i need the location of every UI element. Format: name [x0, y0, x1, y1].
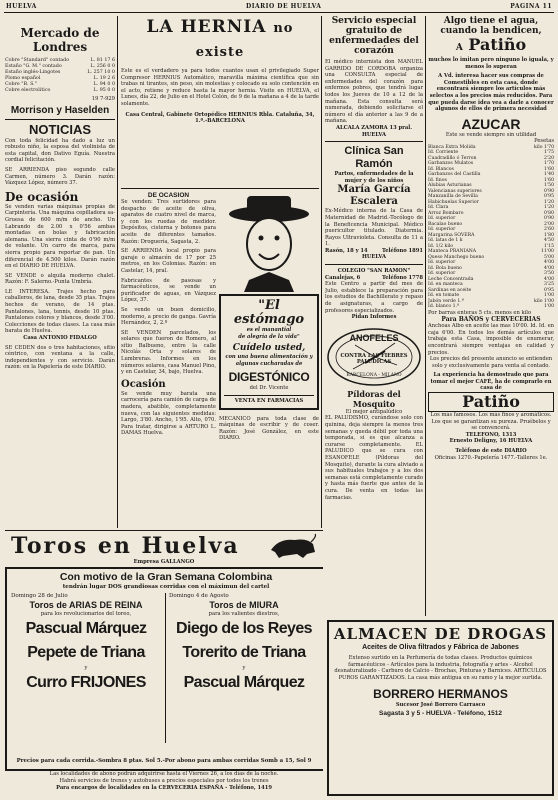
market-price: L. 257 10 0 [87, 70, 115, 75]
toros-footer1: Las localidades de abono podrán adquirirse hasta el Viernes 26, a los días de la noche. [49, 771, 279, 777]
ocasion-text: Se venden varias máquinas propias de Carpintería. Una máquina cepilladora sa-Gruesa de 600 m/m de ancho. Un Labrando de 2.00 x 0'56 ambas montadas en bolas y fabricación alemana. Una sierra cinta de 0'90 m/m de volante. Un carro de marca, para sierra propio para reportar de pan. Un diferencial de 4.500 kilos. Darán razón en el DIARIO DE HUELVA. [5, 203, 115, 270]
almacen-sub: Aceites de Oliva filtrados y Fábrica de Jabones [362, 644, 519, 651]
azucar-item: Sardinas en aceite [428, 287, 472, 293]
azucar-price: 5'00 [543, 254, 554, 260]
market-item: Cobre electrolítico [5, 88, 51, 93]
ocasion-cede: SE CEDEN dos o tres habitaciones, sitio céntrico, con ventana a la calle, independientes y con servicio. Darán razón: en la Papelería de este DIARIO. [5, 344, 115, 371]
corrida-2 [169, 593, 319, 694]
patino1-note: A Vd. interesa hacer sus compras de Comestibles en esta casa, donde encontrará siempre los artículos más selectos a los precios más reducidos. Para que pueda darse idea vea a darle a conocer algunos de ellos de primera necesidad [428, 73, 554, 113]
azucar-price: 1'00 [543, 293, 554, 299]
patino1-brand: Patiño [468, 35, 527, 54]
man-with-hat-icon [219, 192, 319, 292]
ocasion2-fabrica: Fabricantes de pasosas y farmacéuticos, se vende un purificador de aguas, en Vázquez López, 37. [121, 277, 216, 304]
azucar-price: 0'90 [543, 216, 554, 222]
column-center-right [325, 16, 423, 528]
ocasion-chalet: SE VENDE o alquila moderno chalet. Razón: F. Salerno.-Punta Umbría. [5, 272, 115, 286]
corrida1-ganaderia: Toros de ARIAS DE REINA [29, 599, 143, 610]
azucar-item: Id. superior [428, 227, 456, 233]
azucar-item: Id. Bola bueno [428, 265, 462, 271]
market-price: L. 256 0 0 [90, 64, 115, 69]
azucar-item: Cuadradillo ó Terron [428, 155, 477, 161]
market-date: 19 7-929 [91, 96, 115, 102]
azucar-price: 1'20 [543, 199, 554, 205]
azucar-item: Id. Corriente [428, 150, 459, 156]
digestonico-ad [219, 192, 319, 492]
corrida1-and: y [84, 665, 88, 672]
azucar-item: Id. Clara [428, 205, 449, 211]
column-right [428, 16, 554, 616]
market-agency: Morrison y Haselden [10, 104, 110, 116]
corrida2-subtitle: para los valientes diestros, [208, 610, 280, 617]
azucar-price: 4'00 [543, 265, 554, 271]
servicio-city: HUELVA [361, 131, 387, 138]
ocasion3-title: Ocasión [121, 378, 166, 390]
azucar-item: Manzanilla de Sevilla [428, 194, 478, 200]
hernia-address: Casa Central, Gabinete Ortopédico HERNIUS Rbla. Cataluña, 34, 1.º.-BARCELONA [125, 111, 315, 125]
market-price: L. 19 2 6 [93, 76, 115, 81]
column-center-left [121, 192, 216, 528]
bebidas-title: Para BAÑOS y CERVECERIAS [441, 315, 541, 323]
azucar-price: 2'60 [543, 227, 554, 233]
toros-banner: Con motivo de la Gran Semana Colombina [59, 571, 273, 583]
azucar-title: AZUCAR [461, 115, 521, 132]
toros-sub: tendrán lugar DOS grandiosas corridas con el máximun del cartel [62, 584, 270, 590]
corrida2-matador2: Torerito de Triana [182, 644, 306, 662]
colegio-title: COLEGIO "SAN RAMON" [337, 268, 411, 275]
almacen-suc: Sucesor José Borrero Carrasco [395, 702, 486, 709]
market-price: L. 81 17 6 [90, 58, 115, 63]
corrida1-date: Domingo 28 de Julio [11, 593, 68, 599]
digestonico-brand: DIGESTÓNICO [228, 370, 310, 385]
azucar-item: Blanca Extra Molida [428, 144, 476, 150]
ocasion2-b: Se vende un buen domicilio, moderno, a precio de ganga. Gavría Hernández, 2, 2.º [121, 306, 216, 327]
ocasion-fidalgo: Casa ANTONIO FIDALGO [23, 335, 97, 342]
patino1-head: Algo tiene el agua, cuando la bendicen, [440, 16, 542, 36]
corrida2-and: y [242, 665, 246, 672]
corrida2-matador1: Diego de los Reyes [176, 620, 312, 638]
azucar-price: 4'00 [543, 260, 554, 266]
column-left [5, 16, 115, 528]
almacen-text: Extenso surtido en la Perfumería de todas clases. Productos químicos farmacéuticos - Artículos para la industria, fotografía y artes - Alcohol desnaturalizado - Carburo de Calcio - Brochas, Pinturas y Barnices. ARTICULOS PUROS GARANTIZADOS. La casa más antigua en su ramo y la mejor surtida. [334, 655, 547, 681]
almacen-ad [327, 620, 554, 796]
ocasion2-arrienda: SE ARRIENDA local propio para garaje o almacén de 17 por 25 metros, en los Colonias. Razón: en Castelar, 14, pral. [121, 248, 216, 274]
toros-prices: Precios para cada corrida.-Sombra 8 ptas. Sol 5.-Por abono para ambas corridas Somb a 15, Sol 9 [16, 758, 312, 765]
toros-empresa: Empresa GALLANGO [133, 559, 195, 565]
estomago-text2: con una buena alimentación y algunas cucharadas de [225, 354, 313, 367]
servicio-text: El médico internista don MANUEL GARRIDO DE CORDOBA organiza una CONSULTA especial de enfermedades del corazón para enfermos pobres, que tendrá lugar todos los Jueves de 10 a 12 de la mañana. Esta consulta será numerada, debiendo solicitarse el número el día anterior a las 9 de a mañana. [325, 59, 423, 125]
notices-text: Con toda felicidad ha dado a luz un robusto niño, la esposa del violinista de esta capital, don Dativo Eguía. Nuestra cordial felicitación. [5, 137, 115, 164]
market-table [5, 58, 115, 94]
digestonico-doctor: del Dr. Vicente [249, 385, 289, 392]
market-item: Cobre "Standard" contado [5, 58, 70, 63]
azucar-price: 3'50 [543, 271, 554, 277]
estomago-cuidelo: Cuídelo usted, [232, 343, 306, 354]
azucar-item: Id. blanco 1.ª [428, 304, 460, 310]
clinica-text: Ex-Médico interna de la Casa de Maternidad de Madrid.-Tocólogo de la Beneficencia Municipal. Médico puericultor titulado. Diatermia. Rayos Ultravioleta. Consulta de 11 a 1. [325, 208, 423, 248]
almacen-title: ALMACEN DE DROGAS [333, 625, 548, 643]
market-item: Estaño inglés-Lingotes [5, 70, 61, 75]
azucar-price: 2'20 [543, 155, 554, 161]
clinica-city: HUELVA [361, 254, 387, 261]
market-price: L. 95 0 0 [93, 88, 115, 93]
hernia-text: Este es el verdadero ya para todos cuantos usan el privilegiado Super Compresor HERNIUS Automático, maravilla máxima científica que sin trabas ni tirantes, sin peso, sin molestias y colocado su solo contención en el acto, retiene y reduce hasta la mayor hernia. Visite en HUELVA, el Lunes, día 22, de Julio en el Hotel Colón, de 9 de la mañana a 4 de la tarde solamente. [121, 68, 319, 107]
azucar-item: Valencianas superiores [428, 188, 482, 194]
azucar-item: Leche Concentrada [428, 276, 474, 282]
corrida1-subtitle: para los revolucionarios del toreo, [40, 610, 132, 617]
azucar-price: 1'70 [543, 161, 554, 167]
azucar-item: Id. finos [428, 177, 447, 183]
azucar-price: 2'00 [543, 221, 554, 227]
azucar-price: kilo 1'70 [534, 144, 554, 150]
ocasion-interesa: LE INTERESA. Trajes hecho para caballeros, de lana, desde 35 ptas. Trajes hechos de verano, de 14 ptas. Pantalones, lana, tennis, desde 10 ptas. Pantalones colores y blancos, desde 3'00. Colecciones de todas clases. La casa más barata de Huelva. [5, 288, 115, 335]
azucar-price: 1'15 [543, 243, 554, 249]
anofeles-brand: ANOFELES [349, 332, 399, 343]
azucar-price: 0'95 [543, 287, 554, 293]
market-price: L. 94 0 0 [93, 82, 115, 87]
azucar-price: 4'50 [543, 238, 554, 244]
corrida1-matador3: Curro FRIJONES [26, 673, 146, 691]
anofeles-logo [325, 325, 423, 389]
azucar-table [428, 145, 554, 310]
bull-icon [267, 532, 319, 560]
patino2-text: Los más famosos. Los más finos y aromáticos. Los que se garantizan su pureza. Pruébelos y se convencerá. [430, 412, 552, 432]
header-left: HUELVA [6, 3, 37, 10]
azucar-item: Queso Manchego bueno [428, 254, 485, 260]
market-item: Plomo español [5, 76, 41, 81]
toros-footer2: Habrá servicios de trenes y autobuses a precios especiales por todos los trenes [59, 778, 269, 784]
azucar-price: 1'60 [543, 177, 554, 183]
azucar-price: 0'90 [543, 188, 554, 194]
colegio-footer: Pidan Informes [351, 314, 397, 321]
azucar-price: 0'80 [543, 210, 554, 216]
telefono-title: Teléfono de este DIARIO [455, 448, 527, 455]
colegio-text: Este Centro a partir del mes de Julio, establece la preparación para los estudios de Bachillerato y repaso de asignaturas, a cargo de profesores especializados. [325, 281, 423, 314]
azucar-price: 0'95 [543, 194, 554, 200]
estomago-quote: "El estómago [233, 298, 305, 327]
toros-title: Toros en Huelva [11, 533, 240, 559]
corrida2-date: Domingo 4 de Agosto [169, 593, 229, 599]
patino2-head: La experiencia ha demostrado que para tomar el mejor CAFÉ, ha de comprarlo en casa de [430, 372, 552, 392]
estomago-quote3: de alegría de la vida" [238, 333, 300, 340]
ocasion2-text: Se venden: Tres surtidores para despacho de aceite de oliva, aparatos de cuatro nivel de marca, y con los ruedas de medidor. Depósitos, cisterna y botones para aceite de diferentes tamaños. Razón: Droguería, Sagasta, 2. [121, 199, 216, 245]
clinica-title: Clínica San Ramón [344, 145, 404, 171]
anofeles-city: BARCELONA - MILANO [346, 372, 402, 378]
servicio-address: ALCALA ZAMORA 13 pral. [335, 124, 413, 131]
corrida2-ganaderia: Toros de MIURA [209, 599, 279, 610]
azucar-item: Alubias Asturianas [428, 183, 472, 189]
azucar-sub: Este se vende siempre sin utilidad [445, 131, 537, 138]
azucar-item: Arroz Bombaro [428, 210, 464, 216]
corrida-1 [11, 593, 161, 694]
telefono-text: Oficinas 1270.-Papelería 1477.-Talleres 1e. [434, 454, 548, 461]
bebidas-text: Anchoas Albo en aceite las mas 10'00. Id. Id. en caja 6'00. En todos los demás artículos que trabaja esta Casa, imposible de enumerar, encontrará siempre ventajas en calidad y precios. [428, 323, 554, 356]
azucar-price: 1'40 [543, 172, 554, 178]
azucar-col: Pesetas [534, 138, 554, 145]
azucar-item: Id. 1/2 kilo [428, 243, 454, 249]
market-item: Cobre "B. S." [5, 82, 37, 87]
azucar-price: kilo 1'00 [534, 298, 554, 304]
pildoras-sub: El mejor antipalúdico [345, 408, 403, 415]
azucar-price: 11'00 [541, 249, 554, 255]
azucar-price: 3'25 [543, 282, 554, 288]
azucar-item: Id. Blancos [428, 166, 454, 172]
pildoras-text: EL PALUDISMO, curándose solo con quinina, deja siempre la menos tres semanas y queda débil por toda una temporada, si es que alcanza a curarse completamente. EL PALUDICO que se cura con ESANOFELE (Píldoras del Mosquito), durante la cura aliviado a sus habituales trabajos y a los dos semanas está completamente curado y hasta más fuerte que antes de la cura. De venta en todas las farmacias. [325, 415, 423, 501]
patino2-brand: Patiño [428, 392, 554, 412]
azucar-item: Id. en manteca [428, 282, 463, 288]
azucar-price: 1'50 [543, 183, 554, 189]
ocasion3-text: Se vende muy barata una carrocería para camión de carga de madera, abatible, completamente nueva, con las siguientes medidas: Largo, 3'80. Ancho, 1'95. Alto, 070. Para tratar, dirigirse a ARTURO L. DAMAS Huelva. [121, 390, 216, 437]
azucar-item: Garbanzos Mulatos [428, 161, 474, 167]
colegio-phone: Teléfono 1778 [381, 274, 423, 281]
patino1-text: muchos lo imitan pero ninguno lo iguala, y menos lo superan [428, 57, 554, 70]
corrida1-matador1: Pascual Márquez [25, 620, 147, 638]
azucar-price: 1'80 [543, 232, 554, 238]
header-center: DIARIO DE HUELVA [246, 3, 322, 10]
azucar-price: 1'00 [543, 304, 554, 310]
patino1-sub: A [455, 43, 463, 53]
azucar-item: Manteca PRANIANA [428, 249, 477, 255]
almacen-addr: Sagasta 3 y 5 - HUELVA - Teléfono, 1512 [379, 709, 502, 717]
market-title: Mercado de Londres [20, 26, 100, 54]
azucar-footer: Por barras enteras 5 cts. menos en kilo [428, 309, 532, 316]
corrida2-matador3: Pascual Márquez [183, 673, 305, 691]
anofeles-sub: CONTRA LAS FIEBRES PALUDICAS [340, 352, 408, 366]
servicio-title: Servicio especial gratuito de enfermedades del corazón [329, 16, 419, 56]
azucar-item: Garbanzos del Castilla [428, 172, 481, 178]
ocasion-title: De ocasión [5, 189, 79, 204]
clinica-doctor: María García Escalera [337, 184, 411, 208]
ocasion2-parcelados: SE VENDEN parcelados, los solares que fueron de Romero, al sitio Balbueno, entre la calle Nicolás Orta y solares de Lumbreras. Informes en los números solares, casa Manuel Pino, y en Castelar, 34, bajo, Huelva. [121, 329, 216, 376]
azucar-item: Id. superior [428, 271, 456, 277]
market-row [5, 88, 115, 94]
azucar-item: Id. superior [428, 216, 456, 222]
toros-footer3: Para encargos de localidades en la CERVECERIA ESPAÑA - Teléfono, 1419 [56, 785, 272, 791]
pildoras-title: Píldoras del Mosquito [347, 388, 401, 409]
azucar-item: Id. superior [428, 260, 456, 266]
hernia-subtitle: no existe [195, 21, 294, 60]
ocasion2-title: DE OCASION [147, 192, 190, 199]
notices-sale: SE ARRIENDA piso segundo calle Carmen, número 3. Darán razón: Vázquez López, número 37. [5, 166, 115, 187]
header-right: PAGINA 11 [510, 3, 552, 10]
azucar-price: 1'20 [543, 205, 554, 211]
toros-ad [5, 530, 323, 798]
patino2-address: Ernesto Deligny, 16 HUELVA [449, 438, 533, 445]
clinica-sub: Partos, enfermedades de la mujer y de los niños [334, 171, 414, 184]
azucar-item: Jabón verde 1.ª [428, 298, 464, 304]
digestonico-footer: VENTA EN FARMACIAS [224, 395, 314, 405]
azucar-price: 1'60 [543, 166, 554, 172]
corrida1-matador2: Pepete de Triana [27, 644, 145, 662]
azucar-item: Habichuelas Superior [428, 199, 479, 205]
clinica-phone: Teléfono 1891 [381, 247, 423, 254]
azucar-price: 1'75 [543, 150, 554, 156]
clinica-address: Rasón, 18 y 14 [325, 247, 368, 254]
azucar-price: 4'00 [543, 276, 554, 282]
almacen-brand: BORRERO HERMANOS [373, 687, 508, 702]
bebidas-note: Los precios del presente anuncio se entienden solo y exclusivamente para venta al contado. [429, 356, 553, 369]
mecanico-text: MECANICO para toda clase de máquinas de escribir y de coser. Razón: José González, en este DIARIO. [219, 415, 319, 442]
hernia-title: LA HERNIA [146, 17, 267, 37]
azucar-item: Id. latas de 1 k [428, 238, 463, 244]
colegio-addr: Canalejas, 6 [325, 274, 361, 281]
azucar-item: Id. en tomate [428, 293, 460, 299]
hernia-ad [121, 16, 319, 188]
azucar-item: Margarina SOVERA [428, 232, 475, 238]
azucar-item: Bacalao bueno [428, 221, 463, 227]
estomago-quote2: es el manantial [246, 327, 292, 333]
patino2-phone: TELEFONO, 1313 [465, 431, 517, 438]
market-item: Estaño "G. M." contado [5, 64, 62, 69]
notices-title: NOTICIAS [28, 121, 92, 137]
